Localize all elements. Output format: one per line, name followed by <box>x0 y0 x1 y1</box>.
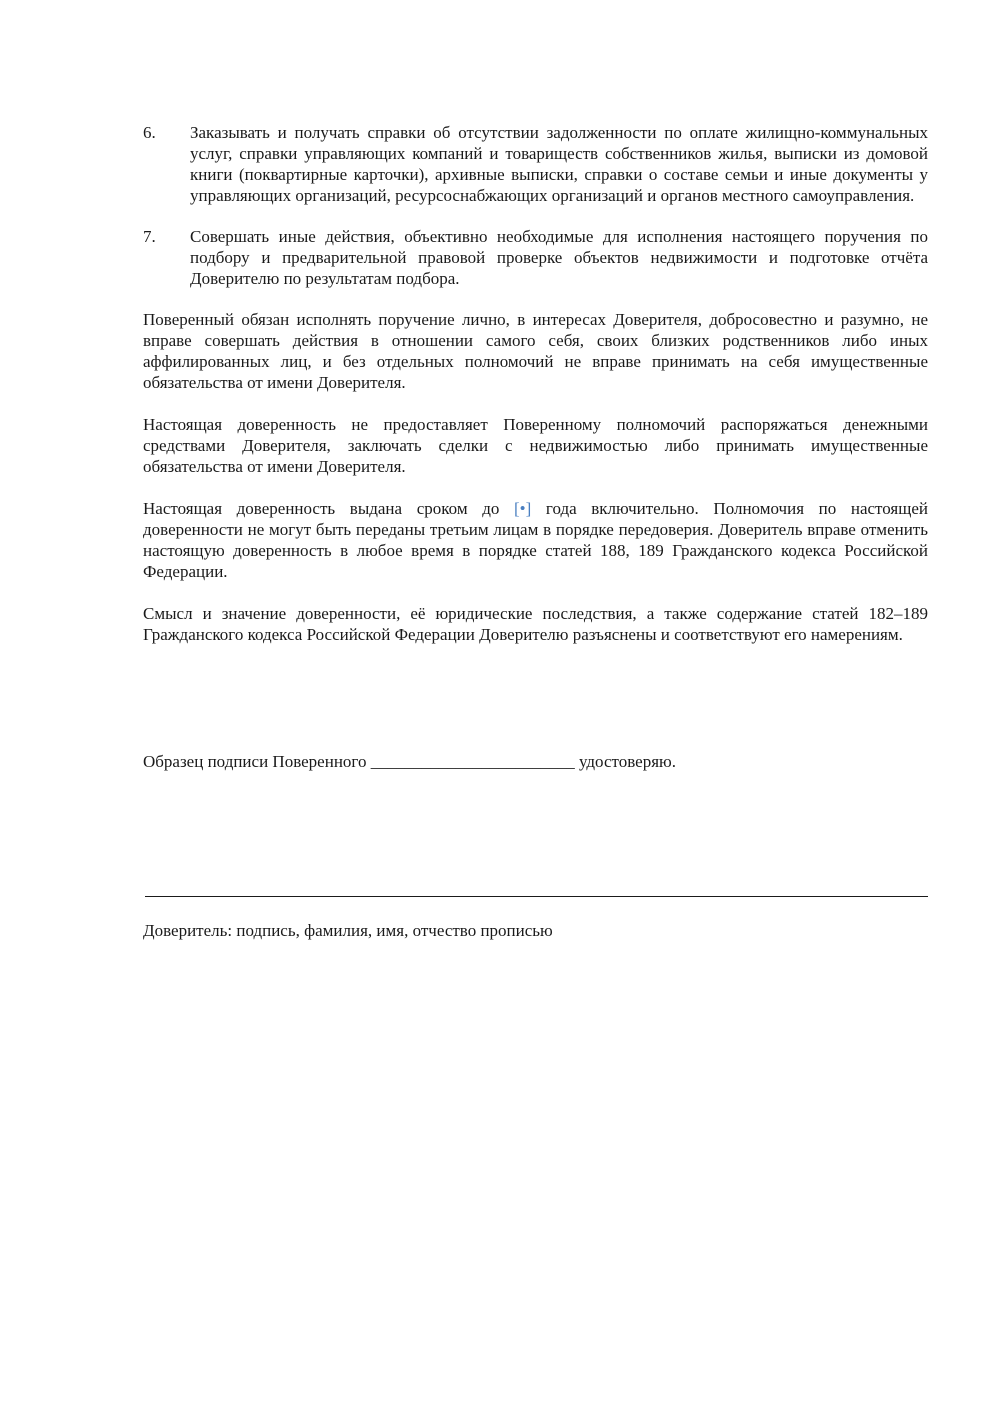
list-item-number: 6. <box>143 123 156 142</box>
principal-signature-rule <box>145 896 928 897</box>
term-paragraph <box>143 498 928 582</box>
term-date-placeholder: [•] <box>513 499 532 518</box>
meaning-paragraph: Смысл и значение доверенности, её юридические последствия, а также содержание статей 182–189 Гражданского кодекса Российской Федерации Доверителю разъяснены и соответствуют его намерениям. <box>143 604 928 644</box>
list-item-number: 7. <box>143 227 156 246</box>
sample-signature-line <box>143 751 928 772</box>
term-text-before: Настоящая доверенность выдана сроком до <box>143 499 514 518</box>
principal-signature-caption: Доверитель: подпись, фамилия, имя, отчество прописью <box>143 921 553 940</box>
list-item-text: Заказывать и получать справки об отсутствии задолженности по оплате жилищно-коммунальных услуг, справки управляющих компаний и товариществ собственников жилья, выписки из домовой книги (поквартирные карточки), архивные выписки, справки о составе семьи и иные документы у управляющих организаций, ресурсоснабжающих организаций и органов местного самоуправления. <box>190 123 928 205</box>
list-item-text: Совершать иные действия, объективно необходимые для исполнения настоящего поручения по подбору и предварительной правовой проверке объектов недвижимости и подготовке отчёта Доверителю по результатам подбора. <box>190 227 928 288</box>
sample-signature-label: Образец подписи Поверенного <box>143 752 367 771</box>
sample-signature-blank: ________________________ <box>370 752 575 771</box>
list-item <box>143 122 928 206</box>
list-item <box>143 226 928 289</box>
duties-paragraph: Поверенный обязан исполнять поручение лично, в интересах Доверителя, добросовестно и разумно, не вправе совершать действия в отношении самого себя, своих близких родственников либо иных аффилированных лиц, и без отдельных полномочий не вправе принимать на себя имущественные обязательства от имени Доверителя. <box>143 310 928 392</box>
sample-signature-suffix: удостоверяю. <box>578 752 676 771</box>
document-body <box>143 122 928 666</box>
limits-paragraph: Настоящая доверенность не предоставляет Поверенному полномочий распоряжаться денежными средствами Доверителя, заключать сделки с недвижимостью либо принимать имущественные обязательства от имени Доверителя. <box>143 415 928 476</box>
term-text-after: года включительно. Полномочия по настоящей доверенности не могут быть переданы третьим лицам в порядке передоверия. Доверитель вправе отменить настоящую доверенность в любое время в порядке статей 188, 189 Гражданского кодекса Российской Федерации. <box>143 499 928 581</box>
